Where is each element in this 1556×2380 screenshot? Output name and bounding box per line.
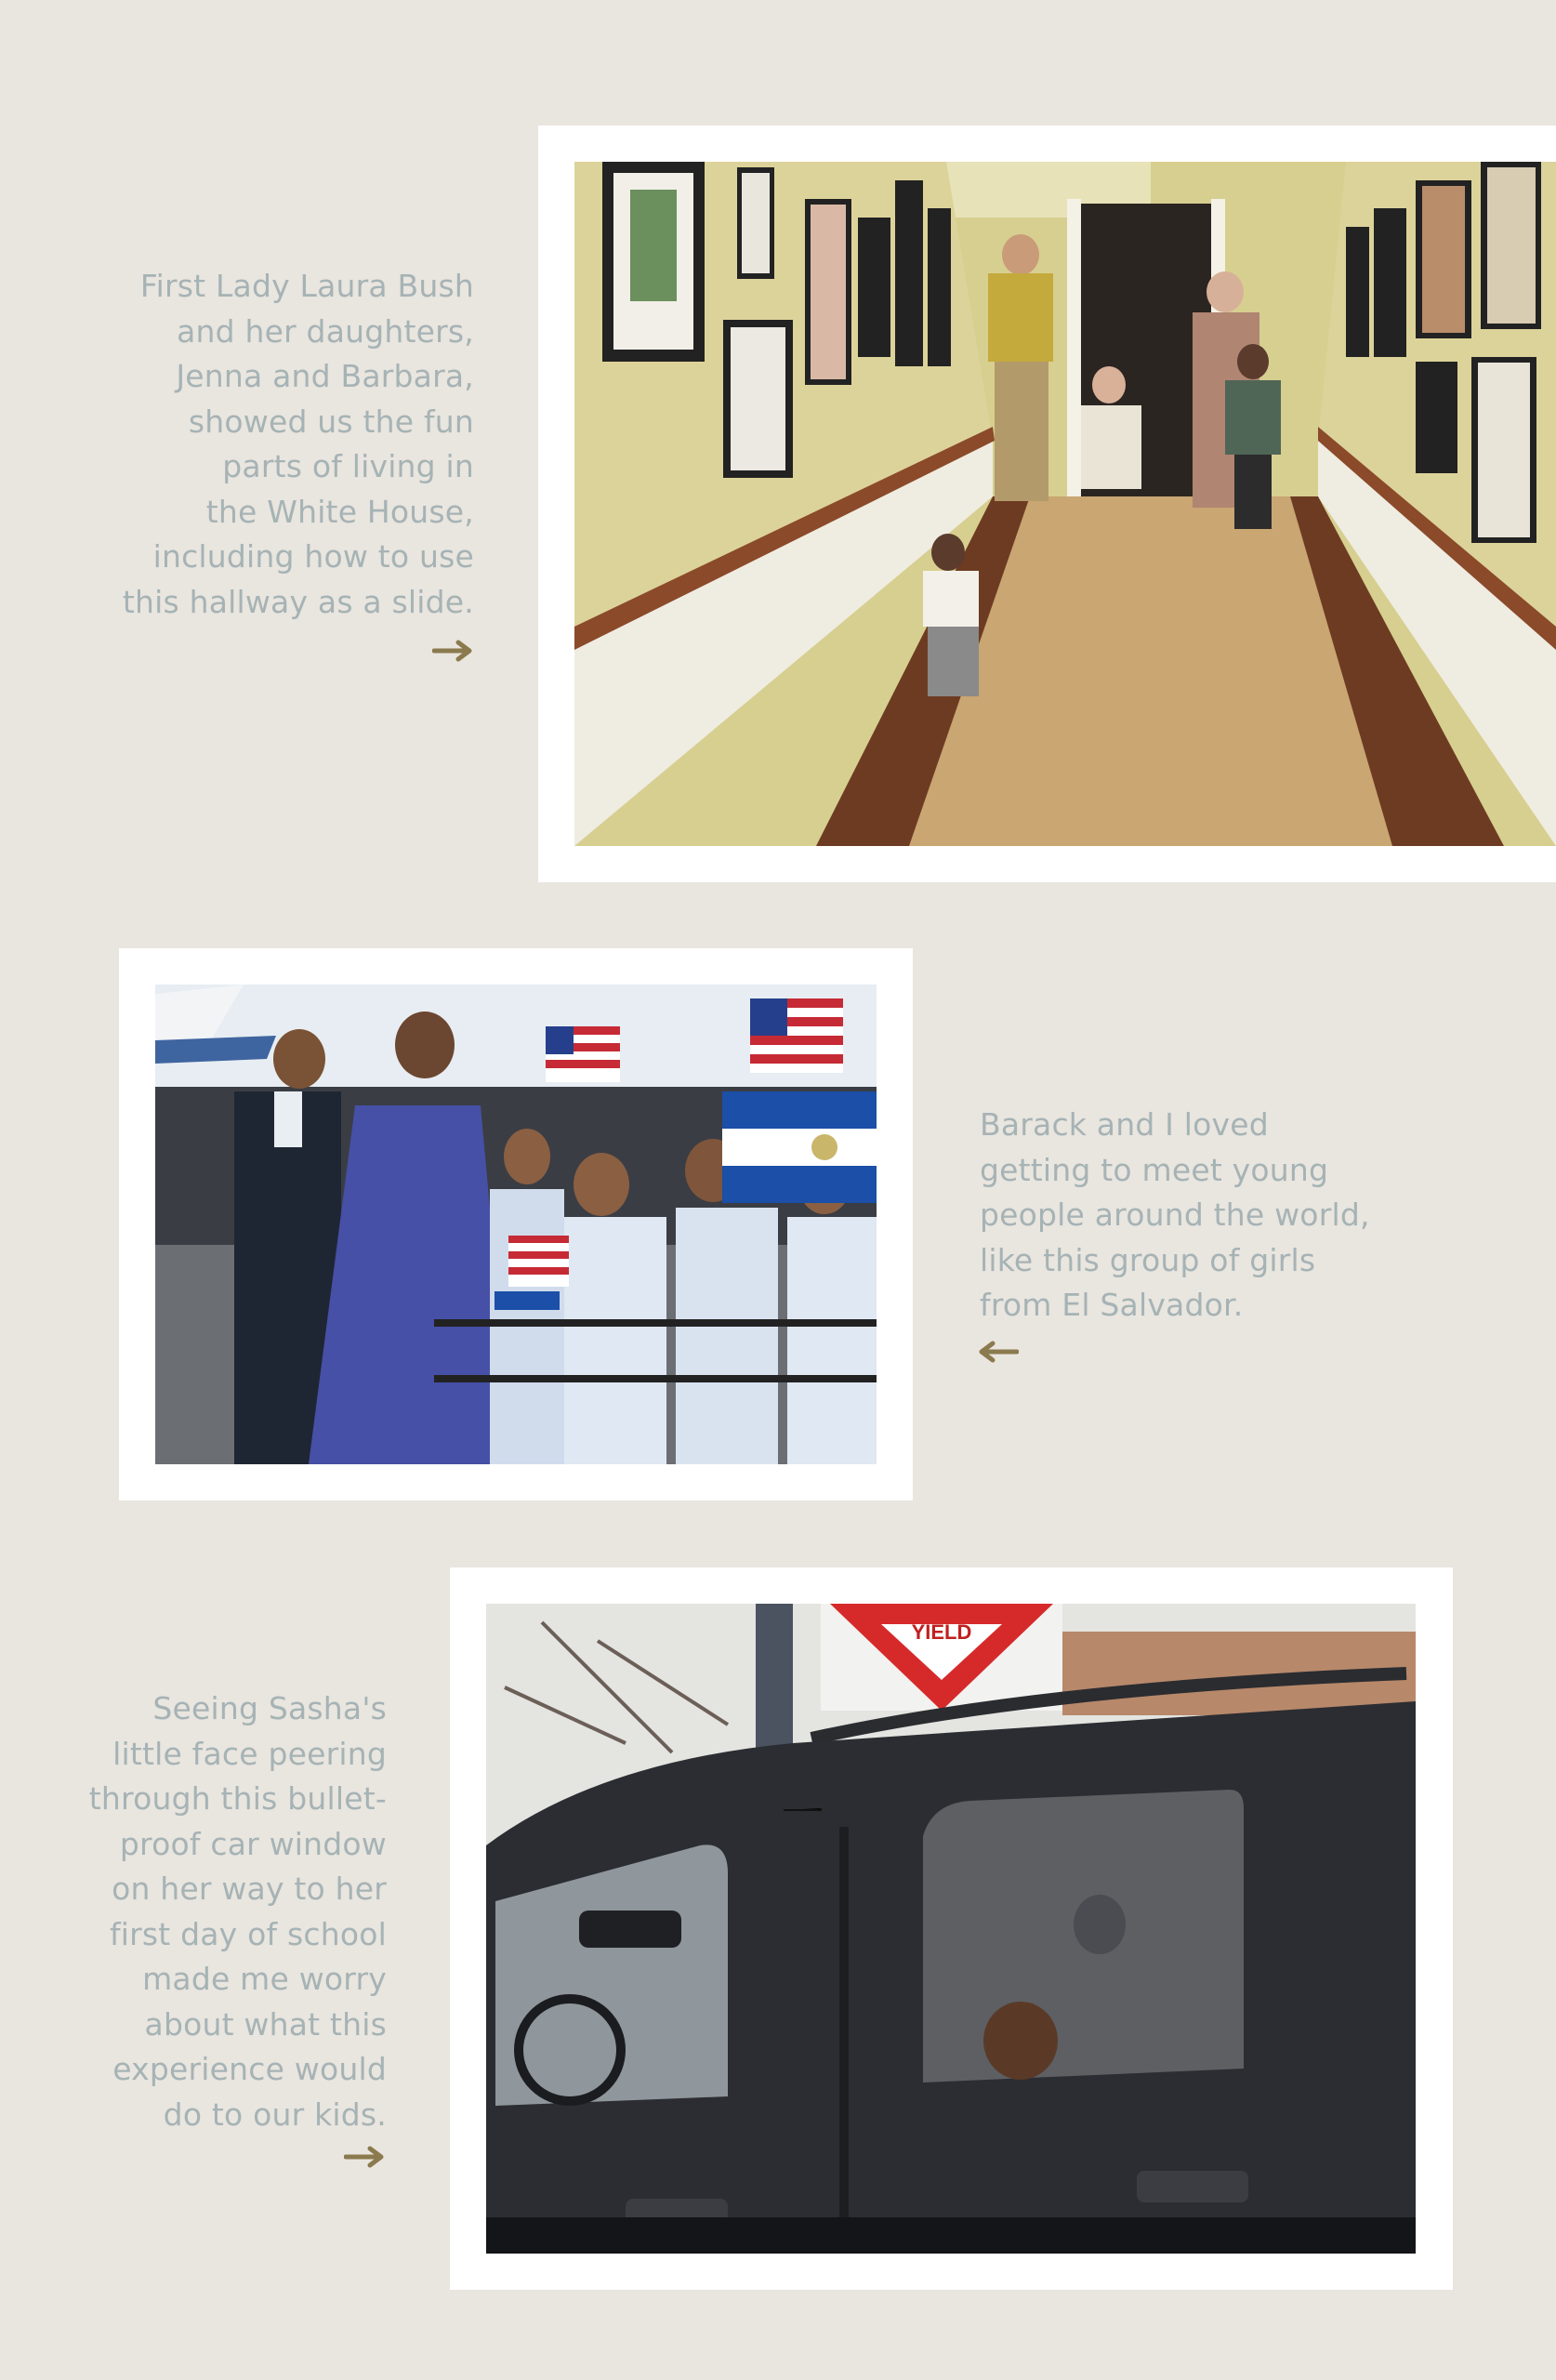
car-window-photo <box>486 1604 1416 2254</box>
yield-sign-text: YIELD <box>911 1620 972 1644</box>
hallway-caption: First Lady Laura Bush and her daughters, Jenna and Barbara, showed us the fun parts of living in the White House, including how to use this hallway as a slide. <box>122 268 474 620</box>
arrow-right-icon <box>344 2145 387 2169</box>
hallway-slide-photo <box>574 162 1556 846</box>
arrow-left-icon <box>976 1340 1019 1364</box>
el-salvador-photo <box>155 985 877 1464</box>
arrow-right-icon <box>432 639 475 663</box>
car-window-caption: Seeing Sasha's little face peering through this bullet- proof car window on her way to her first day of school made me worry about what this experience would do to our kids. <box>88 1690 387 2133</box>
el-salvador-caption: Barack and I loved getting to meet young people around the world, like this group of girls from El Salvador. <box>980 1106 1370 1323</box>
